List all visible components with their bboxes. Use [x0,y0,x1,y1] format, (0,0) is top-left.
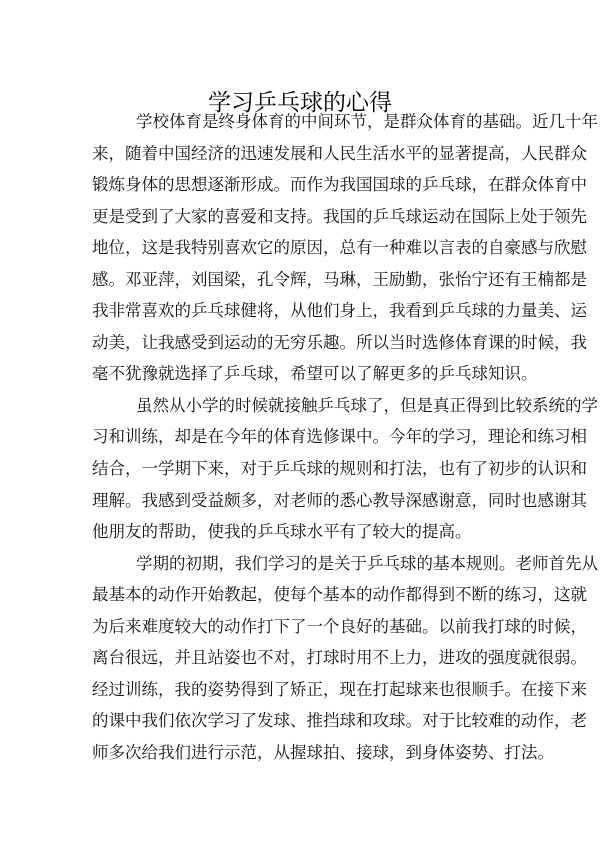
paragraph-line: 学期的初期，我们学习的是关于乒乓球的基本规则。老师首先从 [136,553,598,573]
paragraph-line: 动美，让我感受到运动的无穷乐趣。所以当时选修体育课的时候，我 [92,332,587,352]
paragraph-line: 锻炼身体的思想逐渐形成。而作为我国国球的乒乓球，在群众体育中 [92,175,587,195]
paragraph [92,548,598,769]
paragraph-line: 学校体育是终身体育的中间环节，是群众体育的基础。近几十年 [136,112,598,131]
paragraph-line: 来，随着中国经济的迅速发展和人民生活水平的显著提高，人民群众 [92,143,587,163]
paragraph [92,106,598,390]
paragraph-line: 更是受到了大家的喜爱和支持。我国的乒乓球运动在国际上处于领先 [92,206,587,226]
paragraph-line: 习和训练，却是在今年的体育选修课中。今年的学习，理论和练习相 [92,427,587,447]
paragraph-line: 虽然从小学的时候就接触乒乓球了，但是真正得到比较系统的学 [136,395,598,415]
paragraph-line: 离台很远，并且站姿也不对，打球时用不上力，进攻的强度就很弱。 [92,648,587,668]
document-title: 学习乒乓球的心得 [208,90,392,117]
paragraph-line: 结合，一学期下来，对于乒乓球的规则和打法，也有了初步的认识和 [92,459,587,479]
paragraph-line: 为后来难度较大的动作打下了一个良好的基础。以前我打球的时候， [92,616,587,636]
paragraph-line: 他朋友的帮助，使我的乒乓球水平有了较大的提高。 [92,522,472,542]
paragraph-line: 理解。我感到受益颇多，对老师的悉心教导深感谢意，同时也感谢其 [92,490,587,510]
paragraph-line: 经过训练，我的姿势得到了矫正，现在打起球来也很顺手。在接下来 [92,679,587,699]
paragraph [92,390,598,548]
paragraph-line: 最基本的动作开始教起，使每个基本的动作都得到不断的练习，这就 [92,585,587,605]
paragraph-line: 感。邓亚萍，刘国梁，孔令辉，马琳，王励勤，张怡宁还有王楠都是 [92,269,587,289]
paragraph-line: 师多次给我们进行示范，从握球拍、接球，到身体姿势、打法。 [92,742,554,762]
paragraph-line: 的课中我们依次学习了发球、推挡球和攻球。对于比较难的动作，老 [92,711,587,731]
paragraph-line: 我非常喜欢的乒乓球健将，从他们身上，我看到乒乓球的力量美、运 [92,301,587,321]
paragraph-line: 毫不犹豫就选择了乒乓球，希望可以了解更多的乒乓球知识。 [92,364,538,384]
document-body [92,106,598,768]
paragraph-line: 地位，这是我特别喜欢它的原因，总有一种难以言表的自豪感与欣慰 [92,238,587,258]
